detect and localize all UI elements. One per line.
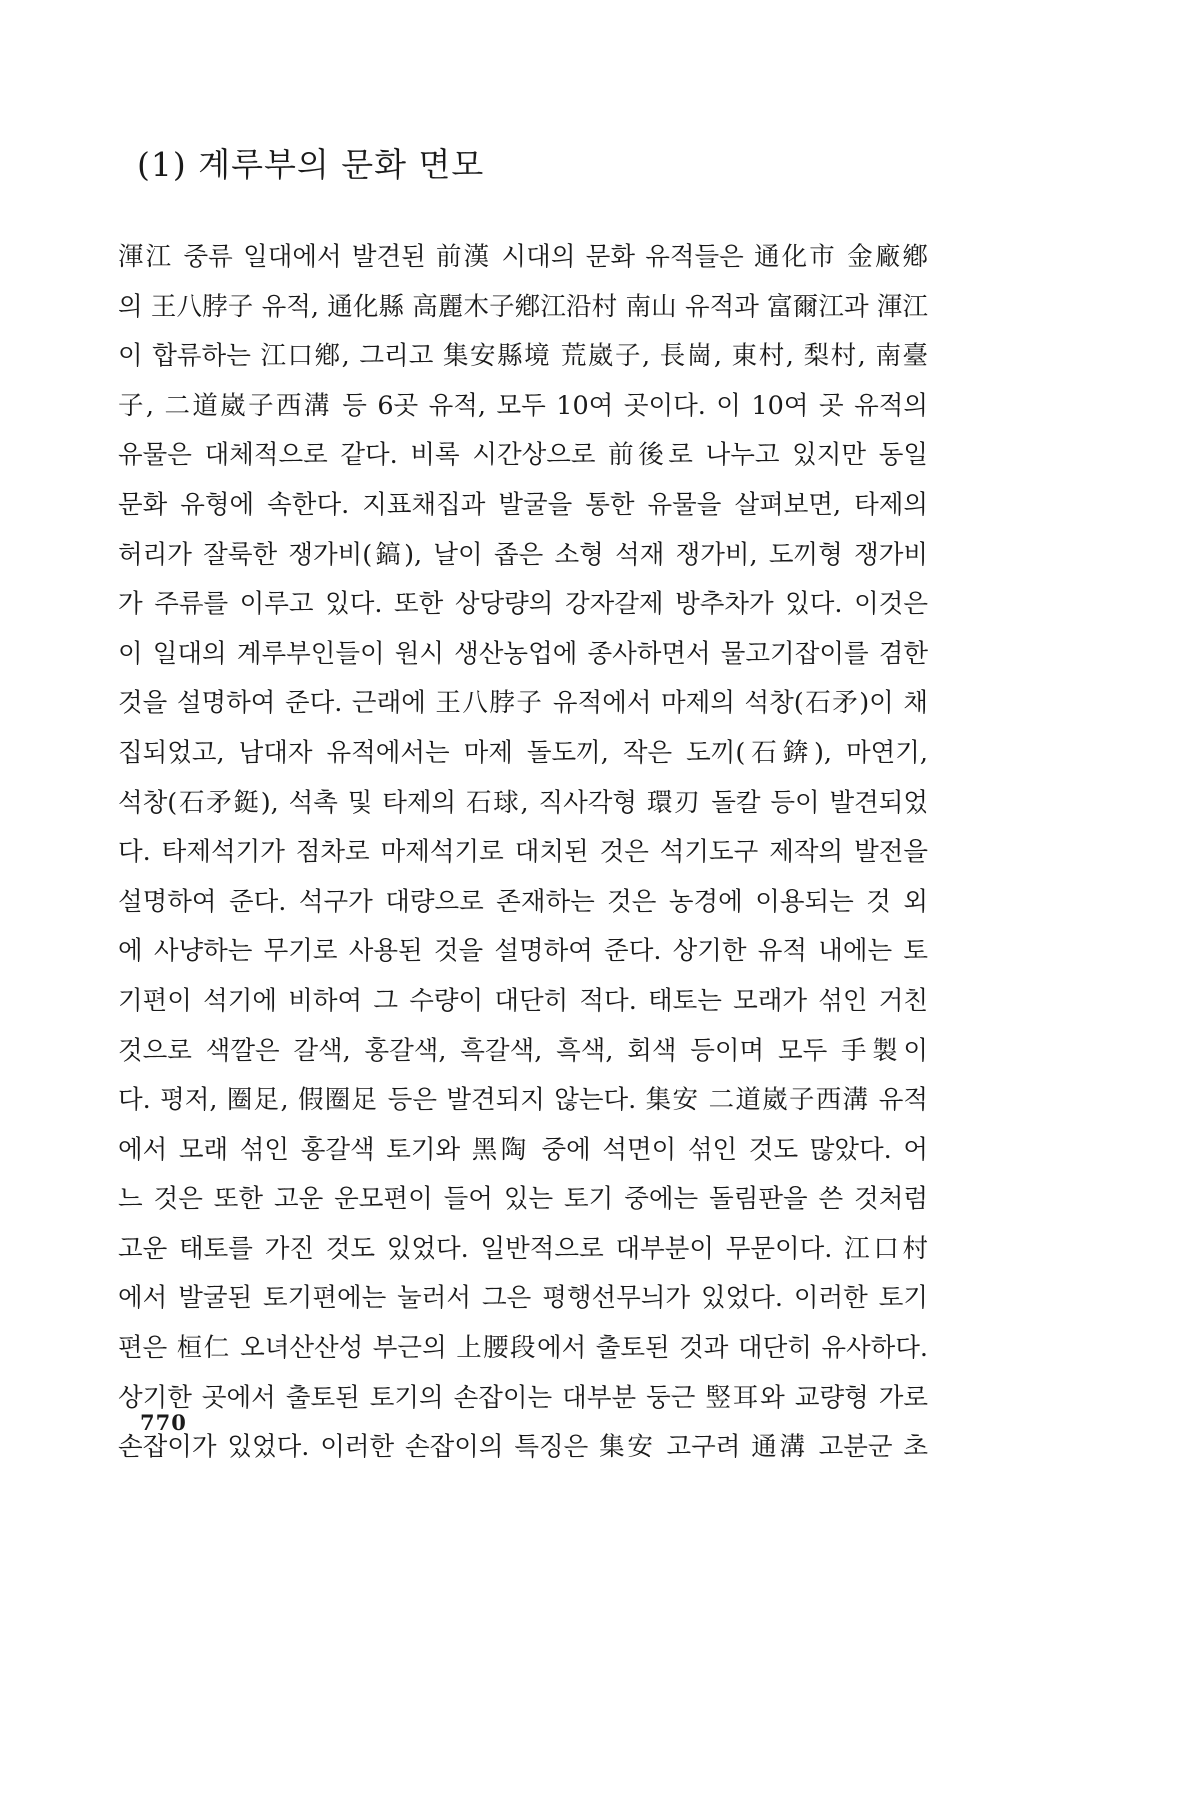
text-line: 의 王八脖子 유적, 通化縣 高麗木子鄕江沿村 南山 유적과 富爾江과 渾江 (118, 291, 928, 322)
text-line: 유물은 대체적으로 같다. 비록 시간상으로 前後로 나누고 있지만 동일 (118, 440, 928, 471)
text-line: 것을 설명하여 준다. 근래에 王八脖子 유적에서 마제의 석창(石矛)이 채 (118, 688, 928, 719)
text-line: 이 일대의 계루부인들이 원시 생산농업에 종사하면서 물고기잡이를 겸한 (118, 638, 928, 669)
text-line: 손잡이가 있었다. 이러한 손잡이의 특징은 集安 고구려 通溝 고분군 초 (118, 1432, 928, 1463)
text-line: 에 사냥하는 무기로 사용된 것을 설명하여 준다. 상기한 유적 내에는 토 (118, 936, 928, 967)
page-number: 770 (140, 1410, 187, 1435)
text-line: 기편이 석기에 비하여 그 수량이 대단히 적다. 태토는 모래가 섞인 거친 (118, 985, 928, 1016)
text-line: 에서 발굴된 토기편에는 눌러서 그은 평행선무늬가 있었다. 이러한 토기 (118, 1283, 928, 1314)
text-line: 상기한 곳에서 출토된 토기의 손잡이는 대부분 둥근 竪耳와 교량형 가로 (118, 1382, 928, 1413)
text-line: 다. 평저, 圈足, 假圈足 등은 발견되지 않는다. 集安 二道崴子西溝 유적 (118, 1085, 928, 1116)
text-line: 석창(石矛鋌), 석촉 및 타제의 石球, 직사각형 環刃 돌칼 등이 발견되었 (118, 787, 928, 818)
text-line: 다. 타제석기가 점차로 마제석기로 대치된 것은 석기도구 제작의 발전을 (118, 837, 928, 868)
body-text (118, 233, 928, 1473)
text-line: 이 합류하는 江口鄕, 그리고 集安縣境 荒崴子, 長崗, 東村, 梨村, 南臺 (118, 341, 928, 372)
text-line: 것으로 색깔은 갈색, 홍갈색, 흑갈색, 흑색, 회색 등이며 모두 手製이 (118, 1035, 928, 1066)
text-line: 가 주류를 이루고 있다. 또한 상당량의 강자갈제 방추차가 있다. 이것은 (118, 589, 928, 620)
text-line: 허리가 잘룩한 쟁가비(鎬), 날이 좁은 소형 석재 쟁가비, 도끼형 쟁가비 (118, 539, 928, 570)
section-heading: (1) 계루부의 문화 면모 (137, 145, 485, 184)
text-line: 집되었고, 남대자 유적에서는 마제 돌도끼, 작은 도끼(石錛), 마연기, (118, 737, 928, 768)
text-line: 子, 二道崴子西溝 등 6곳 유적, 모두 10여 곳이다. 이 10여 곳 유적의 (118, 390, 928, 421)
text-line: 느 것은 또한 고운 운모편이 들어 있는 토기 중에는 돌림판을 쓴 것처럼 (118, 1184, 928, 1215)
text-line: 문화 유형에 속한다. 지표채집과 발굴을 통한 유물을 살펴보면, 타제의 (118, 489, 928, 520)
text-line: 에서 모래 섞인 홍갈색 토기와 黑陶 중에 석면이 섞인 것도 많았다. 어 (118, 1134, 928, 1165)
text-line: 편은 桓仁 오녀산산성 부근의 上腰段에서 출토된 것과 대단히 유사하다. (118, 1333, 928, 1364)
text-line: 설명하여 준다. 석구가 대량으로 존재하는 것은 농경에 이용되는 것 외 (118, 886, 928, 917)
text-line: 渾江 중류 일대에서 발견된 前漢 시대의 문화 유적들은 通化市 金廠鄕 (118, 242, 928, 272)
text-line: 고운 태토를 가진 것도 있었다. 일반적으로 대부분이 무문이다. 江口村 (118, 1233, 928, 1264)
